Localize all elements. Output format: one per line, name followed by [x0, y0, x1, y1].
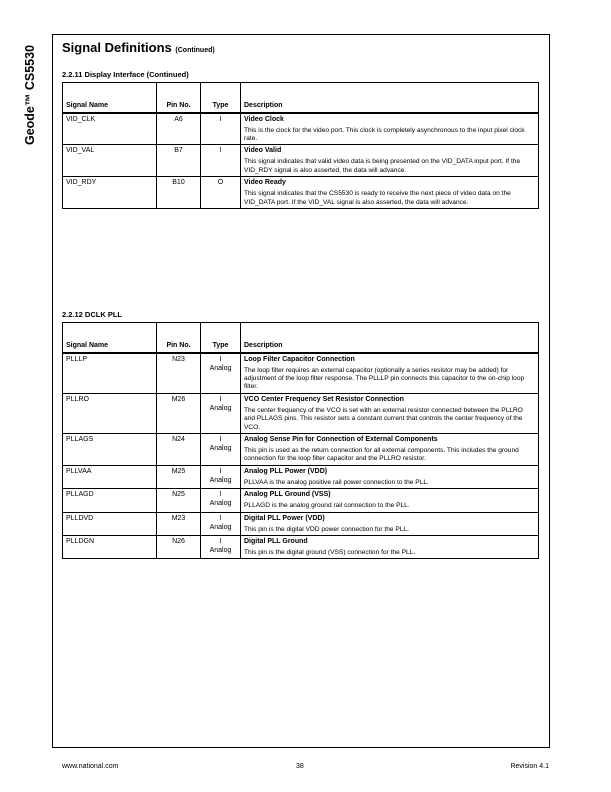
type-cell [201, 393, 241, 433]
description-body: PLLVAA is the analog positive rail power connection to the PLL. [244, 478, 429, 486]
description-body: The loop filter requires an external capacitor (optionally a series resistor may be added) for adjustment of the loop filter response. The PLLLP pin connects this capacitor to the on-chip loop filter. [244, 366, 525, 391]
type-direction: I [219, 115, 222, 123]
pin-number-cell: N26 [157, 535, 201, 558]
type-cell [201, 145, 241, 177]
column-header-pin-no: Pin No. [157, 83, 201, 113]
signal-table-dclk-pll [62, 322, 539, 559]
signal-name-cell: PLLVAA [63, 465, 157, 488]
type-cell [201, 113, 241, 145]
table-row [63, 465, 539, 488]
signal-table-display-interface [62, 82, 539, 209]
side-title-text: Geode™ CS5530 [23, 44, 37, 146]
type-kind: Analog [209, 364, 232, 372]
description-title: Digital PLL Ground [244, 537, 308, 545]
pin-number-cell: B7 [157, 145, 201, 177]
type-cell [201, 177, 241, 209]
footer-page-number: 38 [296, 763, 304, 770]
column-header-pin-no: Pin No. [157, 323, 201, 353]
table-row [63, 393, 539, 433]
type-direction: I [219, 395, 222, 403]
pin-number-cell: N24 [157, 433, 201, 465]
description-body: This is the clock for the video port. This clock is completely asynchronous to the input pixel clock rate. [244, 126, 525, 142]
signal-name-cell: PLLRO [63, 393, 157, 433]
description-title: Video Clock [244, 115, 284, 123]
signal-name-cell: VID_VAL [63, 145, 157, 177]
signal-name-cell: VID_CLK [63, 113, 157, 145]
column-header-description: Description [241, 323, 539, 353]
table-header-row [63, 83, 539, 113]
type-cell [201, 489, 241, 512]
signal-name-cell: PLLDVD [63, 512, 157, 535]
section-heading-display-interface: 2.2.11 Display Interface (Continued) [62, 70, 189, 79]
type-direction: I [219, 467, 222, 475]
description-cell [241, 177, 539, 209]
signal-name-cell: PLLLP [63, 353, 157, 394]
description-body: This pin is the digital ground (VSS) connection for the PLL. [244, 548, 416, 556]
type-cell [201, 535, 241, 558]
column-header-type: Type [201, 323, 241, 353]
column-header-description: Description [241, 83, 539, 113]
footer-revision: Revision 4.1 [510, 763, 549, 770]
table-row [63, 535, 539, 558]
signal-name-cell: PLLAGD [63, 489, 157, 512]
type-direction: I [219, 435, 222, 443]
description-title: Digital PLL Power (VDD) [244, 514, 325, 522]
type-kind: Analog [209, 500, 232, 508]
table-row [63, 512, 539, 535]
type-cell [201, 465, 241, 488]
description-cell [241, 512, 539, 535]
footer-website: www.national.com [62, 763, 119, 770]
description-body: This signal indicates that valid video data is being presented on the VID_DATA input port. If the VID_RDY signal is also asserted, the data will advance. [244, 158, 521, 174]
pin-number-cell: N25 [157, 489, 201, 512]
section-heading-dclk-pll: 2.2.12 DCLK PLL [62, 310, 123, 319]
column-header-signal-name: Signal Name [63, 83, 157, 113]
signal-name-cell: PLLDGN [63, 535, 157, 558]
page-title-text: Signal Definitions [62, 40, 172, 55]
type-direction: O [217, 179, 224, 187]
type-direction: I [219, 491, 222, 499]
description-title: Video Ready [244, 179, 286, 187]
table-row [63, 353, 539, 394]
description-body: This pin is used as the return connection for all external components. This includes the ground connection for the loop filter capacitor and the PLLRO resistor. [244, 446, 519, 463]
column-header-signal-name: Signal Name [63, 323, 157, 353]
pin-number-cell: A6 [157, 113, 201, 145]
description-cell [241, 465, 539, 488]
description-title: Analog PLL Ground (VSS) [244, 491, 331, 499]
page-title-suffix: (Continued) [175, 47, 215, 54]
type-direction: I [219, 147, 222, 155]
type-direction: I [219, 355, 222, 363]
type-kind: Analog [209, 476, 232, 484]
table-header-row [63, 323, 539, 353]
type-cell [201, 353, 241, 394]
page-title [62, 40, 215, 55]
description-title: Loop Filter Capacitor Connection [244, 355, 355, 363]
signal-name-cell: VID_RDY [63, 177, 157, 209]
side-title [22, 40, 38, 150]
description-title: VCO Center Frequency Set Resistor Connection [244, 395, 404, 403]
description-title: Analog PLL Power (VDD) [244, 467, 328, 475]
pin-number-cell: M26 [157, 393, 201, 433]
description-body: The center frequency of the VCO is set with an external resistor connected between the PLLRO and PLLAGS pins. This resistor sets a constant current that controls the center frequency of the VCO. [244, 406, 523, 431]
signal-name-cell: PLLAGS [63, 433, 157, 465]
type-direction: I [219, 537, 222, 545]
description-body: This pin is the digital VDD power connection for the PLL. [244, 525, 409, 533]
type-cell [201, 512, 241, 535]
description-cell [241, 113, 539, 145]
type-kind: Analog [209, 404, 232, 412]
pin-number-cell: M25 [157, 465, 201, 488]
description-cell [241, 353, 539, 394]
pin-number-cell: M23 [157, 512, 201, 535]
type-direction: I [219, 514, 222, 522]
description-title: Video Valid [244, 147, 282, 155]
description-cell [241, 489, 539, 512]
pin-number-cell: N23 [157, 353, 201, 394]
column-header-type: Type [201, 83, 241, 113]
table-row [63, 433, 539, 465]
description-body: This signal indicates that the CS5530 is ready to receive the next piece of video data on the VID_DATA port. If the VID_VAL signal is also asserted, the data will advance. [244, 190, 511, 206]
description-cell [241, 145, 539, 177]
type-kind: Analog [209, 523, 232, 531]
description-title: Analog Sense Pin for Connection of External Components [244, 435, 438, 443]
description-cell [241, 433, 539, 465]
table-row [63, 489, 539, 512]
type-cell [201, 433, 241, 465]
type-kind: Analog [209, 444, 232, 452]
table-row [63, 113, 539, 145]
table-row [63, 145, 539, 177]
description-body: PLLAGD is the analog ground rail connection to the PLL. [244, 502, 410, 510]
description-cell [241, 535, 539, 558]
pin-number-cell: B10 [157, 177, 201, 209]
table-row [63, 177, 539, 209]
type-kind: Analog [209, 546, 232, 554]
description-cell [241, 393, 539, 433]
